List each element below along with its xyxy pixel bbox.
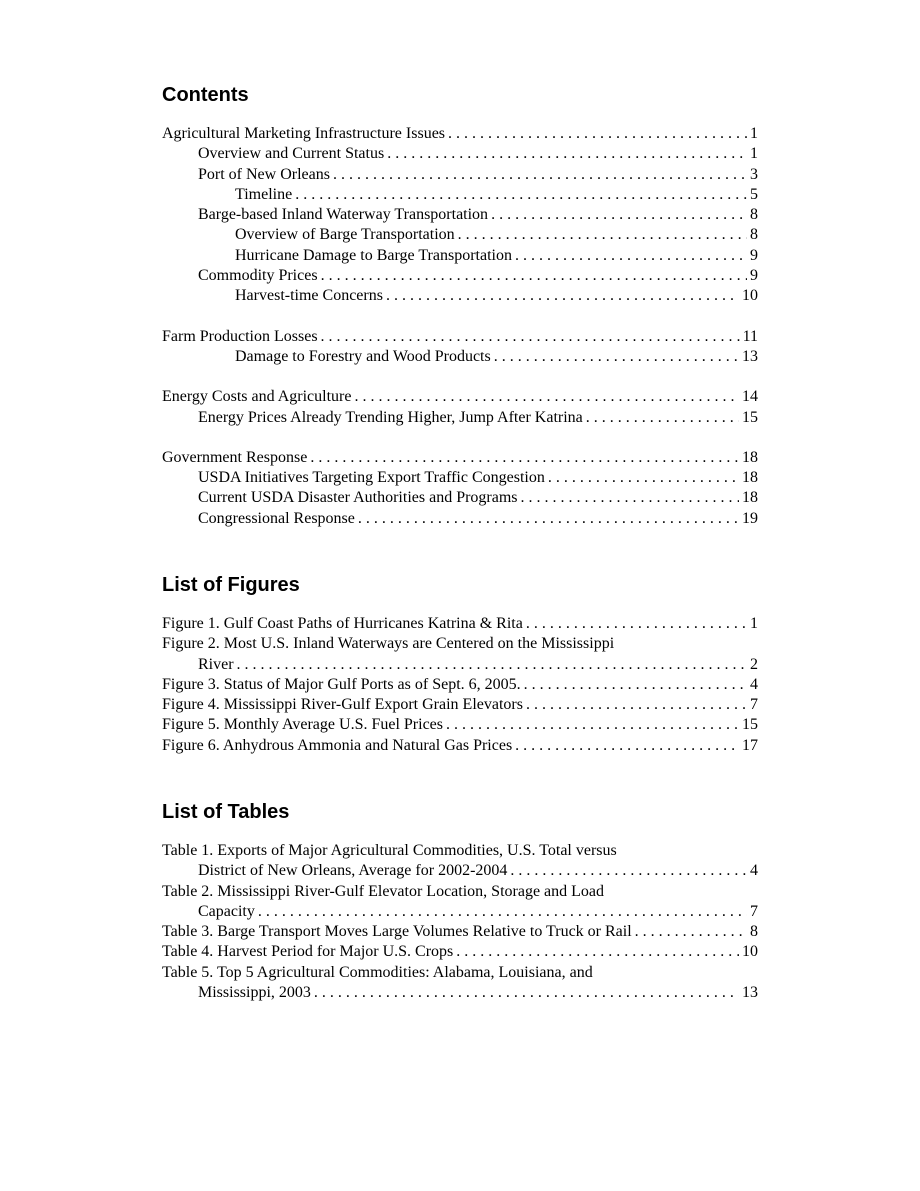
figure-entry[interactable]: [162, 695, 758, 715]
figure-entry-label: Figure 6. Anhydrous Ammonia and Natural Gas Prices: [162, 736, 513, 754]
toc-entry[interactable]: [162, 144, 758, 164]
table-entry-label: District of New Orleans, Average for 2002-2004: [198, 862, 508, 880]
toc-entry[interactable]: [162, 347, 758, 367]
toc-entry-label: Current USDA Disaster Authorities and Programs: [198, 489, 518, 507]
figure-entry[interactable]: [162, 675, 758, 695]
dot-leader: [358, 509, 739, 529]
figure-entry[interactable]: [162, 715, 758, 735]
toc-entry[interactable]: [162, 509, 758, 529]
table-entry-first-line[interactable]: Table 2. Mississippi River-Gulf Elevator Location, Storage and Load: [162, 882, 605, 900]
toc-entry-label: Energy Costs and Agriculture: [162, 388, 352, 406]
toc-entry-page: 3: [750, 165, 758, 183]
dot-leader: [515, 736, 739, 756]
figure-entry-label: River: [198, 655, 234, 673]
table-entry-page: 13: [742, 984, 758, 1002]
toc-entry-label: Damage to Forestry and Wood Products: [235, 347, 491, 365]
figure-entry-label: Figure 4. Mississippi River-Gulf Export Grain Elevators: [162, 696, 523, 714]
dot-leader: [354, 387, 739, 407]
table-entry[interactable]: [162, 902, 758, 922]
toc-entry-page: 9: [750, 267, 758, 285]
toc-entry-page: 18: [742, 448, 758, 466]
toc-entry-page: 5: [750, 185, 758, 203]
toc-entry[interactable]: [162, 387, 758, 407]
table-entry-first-line[interactable]: Table 1. Exports of Major Agricultural Commodities, U.S. Total versus: [162, 842, 617, 859]
table-entry-label: Table 4. Harvest Period for Major U.S. Crops: [162, 943, 454, 961]
dot-leader: [494, 347, 739, 367]
tables-list: [162, 841, 758, 1003]
table-entry-page: 8: [750, 923, 758, 941]
table-entry[interactable]: [162, 942, 758, 962]
toc-entry[interactable]: [162, 124, 758, 144]
dot-leader: [237, 655, 747, 675]
figure-entry-page: 15: [742, 716, 758, 734]
dot-leader: [515, 246, 747, 266]
dot-leader: [258, 902, 747, 922]
figures-list: [162, 614, 758, 756]
toc-entry-page: 14: [742, 388, 758, 406]
dot-leader: [456, 942, 739, 962]
table-entry-page: 7: [750, 902, 758, 920]
toc-entry-label: USDA Initiatives Targeting Export Traffic Congestion: [198, 469, 545, 487]
toc-entry-page: 15: [742, 408, 758, 426]
toc-entry-label: Energy Prices Already Trending Higher, Jump After Katrina: [198, 408, 583, 426]
table-entry[interactable]: [162, 983, 758, 1003]
group-spacer: [162, 367, 758, 387]
toc-entry[interactable]: [162, 468, 758, 488]
toc-entry-page: 8: [750, 206, 758, 224]
toc-entry-label: Farm Production Losses: [162, 327, 318, 345]
figure-entry-page: 17: [742, 736, 758, 754]
toc-entry-label: Overview and Current Status: [198, 145, 385, 163]
dot-leader: [295, 185, 747, 205]
toc-entry-label: Commodity Prices: [198, 267, 318, 285]
toc-entry-label: Timeline: [235, 185, 293, 203]
figures-heading: List of Figures: [162, 574, 300, 596]
toc-entry-page: 18: [742, 469, 758, 487]
dot-leader: [586, 408, 739, 428]
toc-entry[interactable]: [162, 266, 758, 286]
toc-entry-label: Hurricane Damage to Barge Transportation: [235, 246, 512, 264]
figure-entry-page: 2: [750, 655, 758, 673]
contents-heading: Contents: [162, 84, 249, 106]
toc-entry[interactable]: [162, 408, 758, 428]
table-entry-label: Capacity: [198, 902, 255, 920]
dot-leader: [448, 124, 747, 144]
toc-entry-page: 8: [750, 226, 758, 244]
toc-entry[interactable]: [162, 488, 758, 508]
dot-leader: [510, 861, 747, 881]
toc-entry-page: 1: [750, 125, 758, 142]
tables-section: [162, 799, 758, 1003]
toc-entry-page: 19: [742, 509, 758, 527]
figure-entry-page: 1: [750, 615, 758, 632]
figure-entry-label: Figure 1. Gulf Coast Paths of Hurricanes Katrina & Rita: [162, 615, 523, 632]
table-entry-label: Mississippi, 2003: [198, 984, 311, 1002]
figure-entry-page: 4: [750, 675, 758, 693]
contents-section: [162, 82, 758, 529]
dot-leader: [333, 165, 747, 185]
figure-entry-label: Figure 5. Monthly Average U.S. Fuel Prices: [162, 716, 444, 734]
dot-leader: [321, 266, 747, 286]
group-spacer: [162, 428, 758, 448]
figure-entry-label: Figure 3. Status of Major Gulf Ports as of Sept. 6, 2005.: [162, 675, 521, 693]
toc-entry-label: Congressional Response: [198, 509, 355, 527]
dot-leader: [386, 286, 739, 306]
figures-section: [162, 572, 758, 756]
toc-entry-label: Port of New Orleans: [198, 165, 330, 183]
toc-entry-page: 1: [750, 145, 758, 163]
dot-leader: [526, 695, 747, 715]
toc-entry[interactable]: [162, 165, 758, 185]
toc-entry[interactable]: [162, 448, 758, 468]
toc-entry-label: Government Response: [162, 448, 308, 466]
table-entry[interactable]: [162, 922, 758, 942]
toc-entry[interactable]: [162, 185, 758, 205]
toc-entry-page: 11: [742, 327, 758, 345]
figure-entry[interactable]: [162, 736, 758, 756]
dot-leader: [314, 983, 739, 1003]
dot-leader: [521, 488, 739, 508]
toc-entry-label: Barge-based Inland Waterway Transportation: [198, 206, 489, 224]
toc-entry-label: Harvest-time Concerns: [235, 287, 383, 305]
toc-entry-page: 9: [750, 246, 758, 264]
toc-entry[interactable]: [162, 205, 758, 225]
dot-leader: [635, 922, 747, 942]
toc-entry[interactable]: [162, 327, 758, 347]
dot-leader: [491, 205, 747, 225]
dot-leader: [310, 448, 739, 468]
dot-leader: [458, 225, 747, 245]
toc-entry[interactable]: [162, 246, 758, 266]
toc-entry-page: 10: [742, 287, 758, 305]
figure-entry-first-line[interactable]: Figure 2. Most U.S. Inland Waterways are Centered on the Mississippi: [162, 635, 615, 653]
tables-heading: List of Tables: [162, 801, 290, 823]
toc-entry-page: 18: [742, 489, 758, 507]
table-entry-first-line[interactable]: Table 5. Top 5 Agricultural Commodities: Alabama, Louisiana, and: [162, 963, 593, 981]
toc-entry-label: Overview of Barge Transportation: [235, 226, 455, 244]
table-entry-page: 10: [742, 943, 758, 961]
toc-entry-label: Agricultural Marketing Infrastructure Issues: [162, 125, 446, 142]
dot-leader: [321, 327, 740, 347]
figure-entry[interactable]: [162, 614, 758, 634]
contents-list: [162, 124, 758, 529]
dot-leader: [524, 675, 747, 695]
toc-entry[interactable]: [162, 225, 758, 245]
dot-leader: [526, 614, 747, 634]
dot-leader: [446, 715, 739, 735]
dot-leader: [387, 144, 747, 164]
figure-entry-page: 7: [750, 696, 758, 714]
toc-entry[interactable]: [162, 286, 758, 306]
group-spacer: [162, 307, 758, 327]
toc-entry-page: 13: [742, 347, 758, 365]
figure-entry[interactable]: [162, 655, 758, 675]
table-entry[interactable]: [162, 861, 758, 881]
table-entry-label: Table 3. Barge Transport Moves Large Volumes Relative to Truck or Rail: [162, 923, 632, 941]
dot-leader: [548, 468, 739, 488]
table-entry-page: 4: [750, 862, 758, 880]
